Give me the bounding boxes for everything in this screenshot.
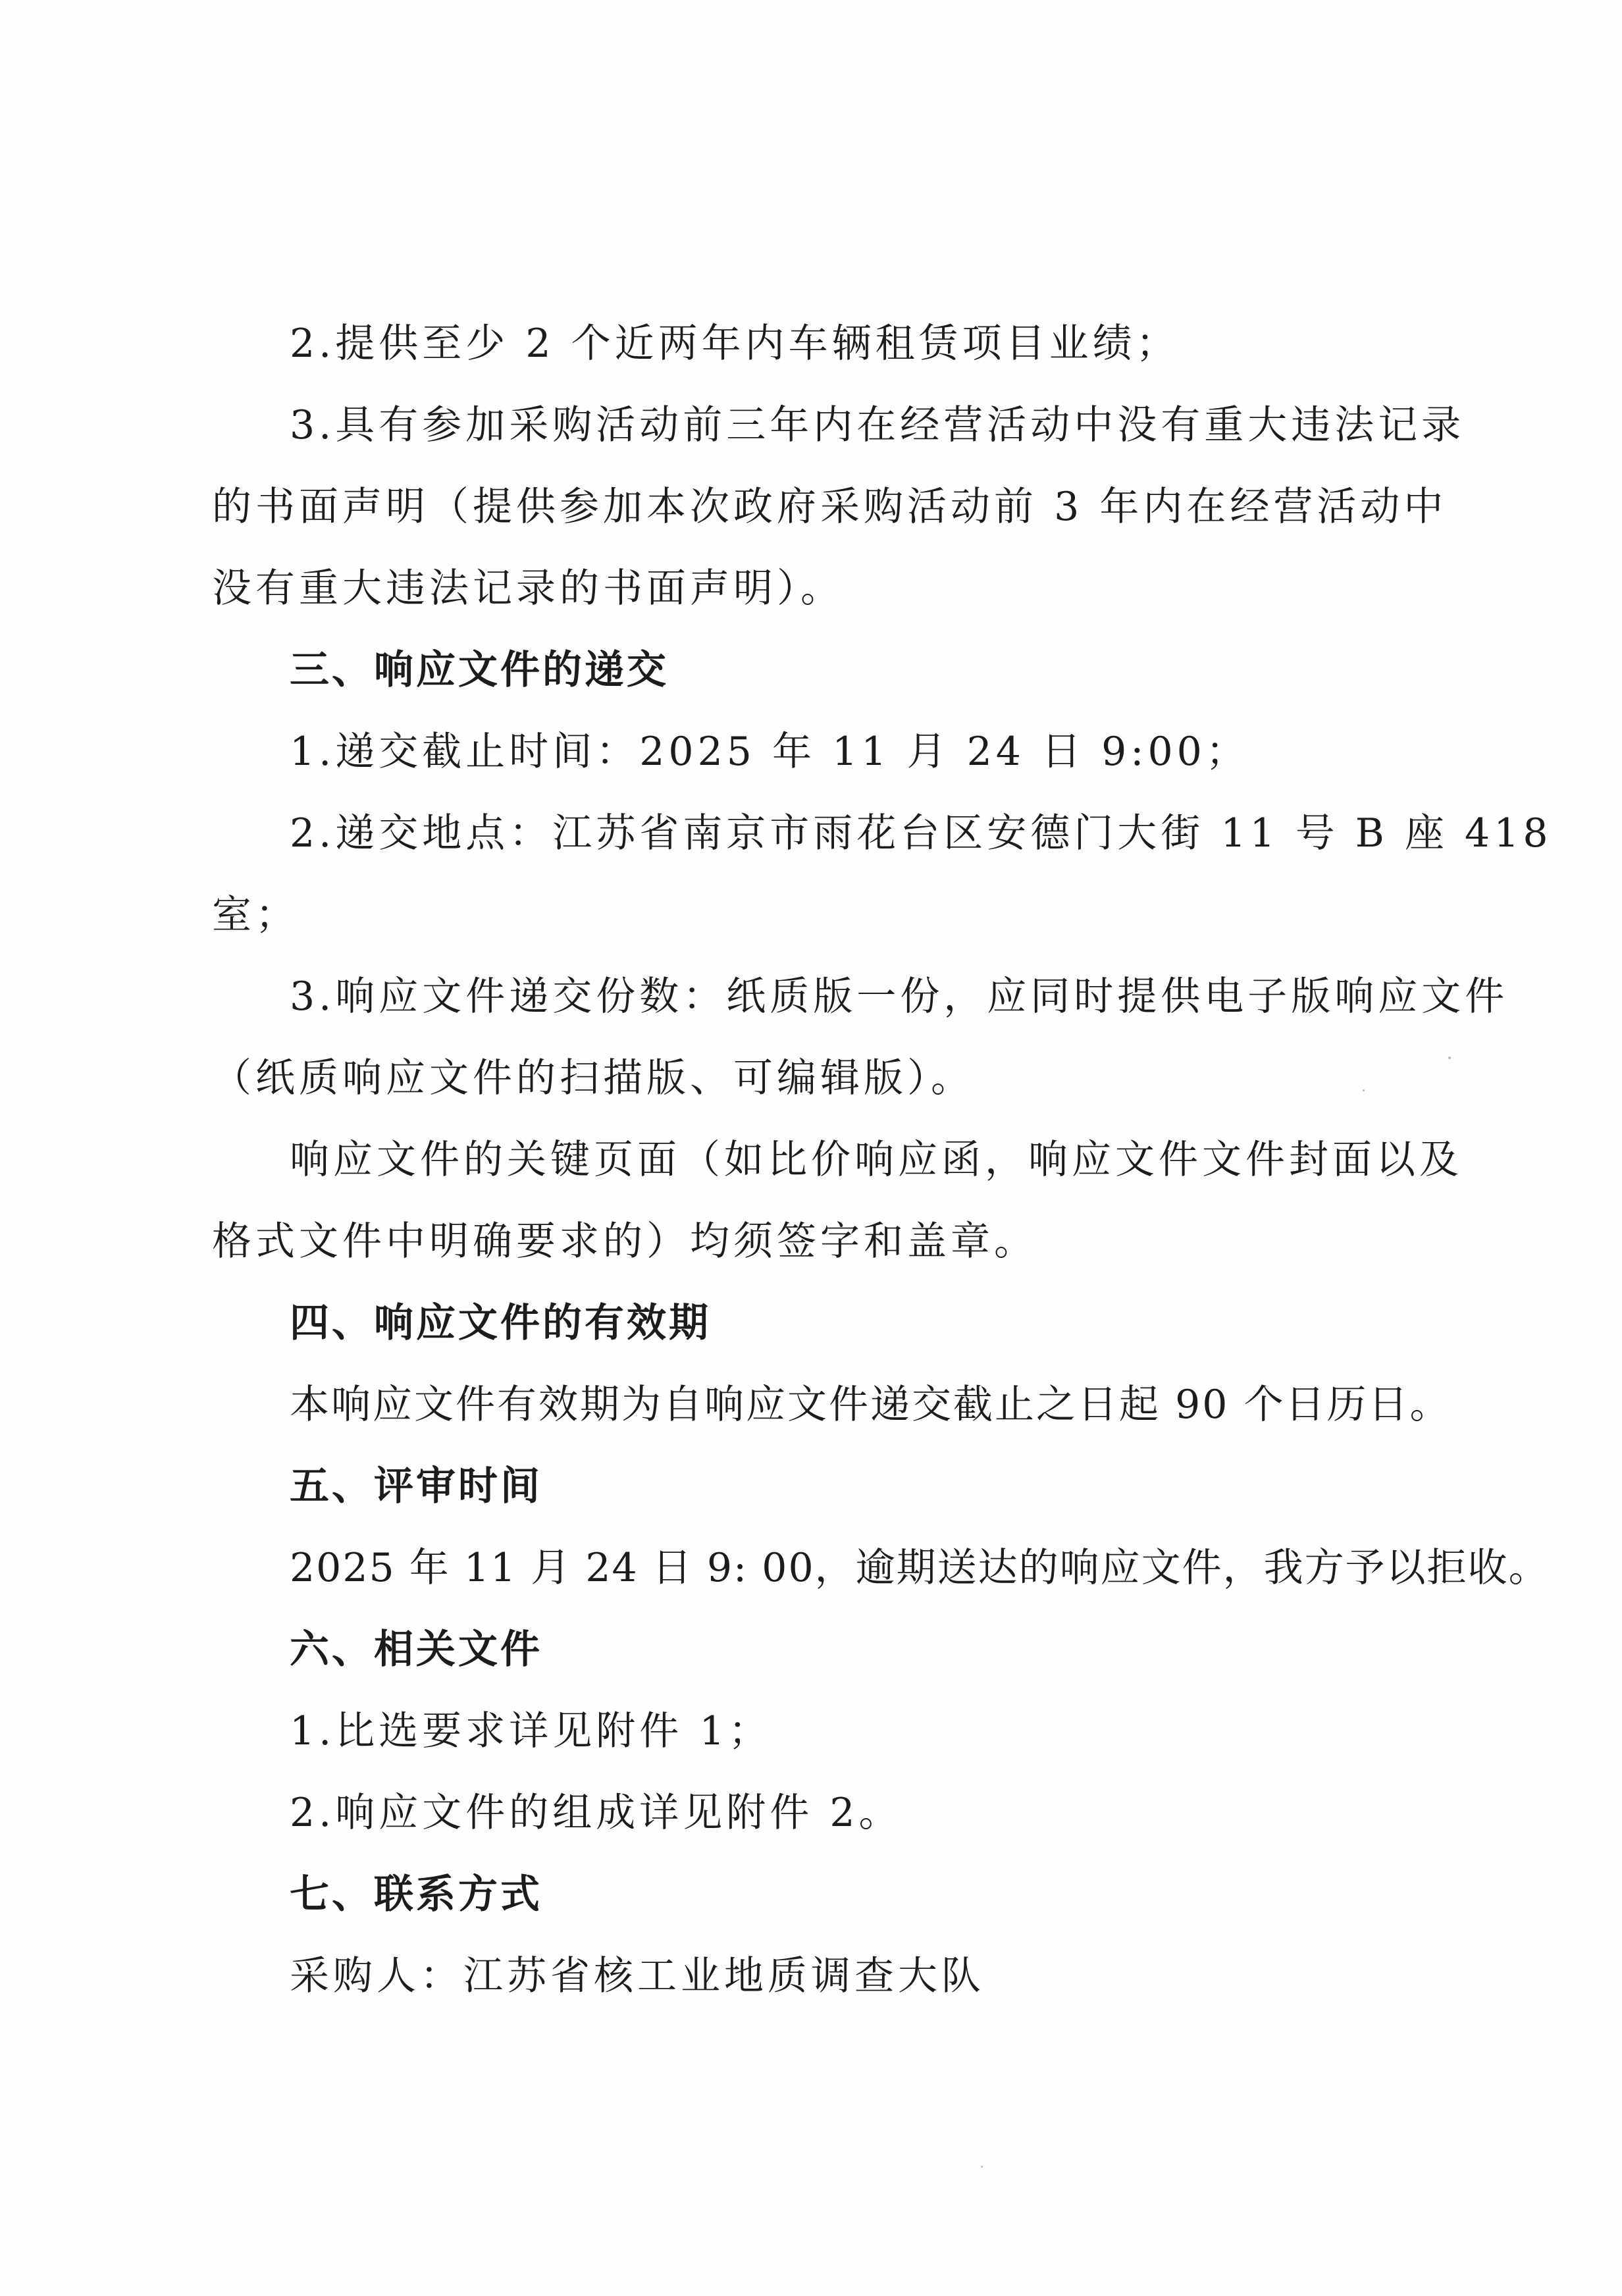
section-heading-related-documents: 六、相关文件 bbox=[290, 1627, 542, 1673]
requirement-item-3-line-3: 没有重大违法记录的书面声明）。 bbox=[212, 565, 844, 612]
section-heading-contact: 七、联系方式 bbox=[290, 1871, 542, 1918]
purchaser-name: 采购人：江苏省核工业地质调查大队 bbox=[290, 1953, 985, 1999]
scan-speck bbox=[1363, 1089, 1365, 1091]
submission-location-line-1: 2.递交地点：江苏省南京市雨花台区安德门大街 11 号 B 座 418 bbox=[290, 810, 1552, 856]
review-time-text: 2025 年 11 月 24 日 9: 00，逾期送达的响应文件，我方予以拒收。 bbox=[290, 1545, 1550, 1591]
submission-deadline: 1.递交截止时间：2025 年 11 月 24 日 9:00； bbox=[290, 729, 1249, 775]
section-heading-validity: 四、响应文件的有效期 bbox=[290, 1300, 711, 1346]
submission-copies-line-1: 3.响应文件递交份数：纸质版一份，应同时提供电子版响应文件 bbox=[290, 974, 1509, 1020]
requirement-item-3-line-2: 的书面声明（提供参加本次政府采购活动前 3 年内在经营活动中 bbox=[212, 484, 1448, 530]
scan-speck bbox=[981, 2166, 983, 2168]
scan-speck bbox=[1448, 1057, 1451, 1059]
requirement-item-2: 2.提供至少 2 个近两年内车辆租赁项目业绩； bbox=[290, 321, 1180, 367]
requirement-item-3-line-1: 3.具有参加采购活动前三年内在经营活动中没有重大违法记录 bbox=[290, 402, 1465, 448]
validity-text: 本响应文件有效期为自响应文件递交截止之日起 90 个日历日。 bbox=[290, 1382, 1452, 1428]
submission-copies-line-2: （纸质响应文件的扫描版、可编辑版）。 bbox=[212, 1055, 974, 1101]
submission-location-line-2: 室； bbox=[212, 892, 299, 938]
related-document-item-1: 1.比选要求详见附件 1； bbox=[290, 1708, 772, 1754]
section-heading-review-time: 五、评审时间 bbox=[290, 1463, 542, 1509]
related-document-item-2: 2.响应文件的组成详见附件 2。 bbox=[290, 1790, 903, 1836]
signature-requirement-line-1: 响应文件的关键页面（如比价响应函，响应文件文件封面以及 bbox=[290, 1137, 1463, 1183]
signature-requirement-line-2: 格式文件中明确要求的）均须签字和盖章。 bbox=[212, 1218, 1037, 1265]
section-heading-submission: 三、响应文件的递交 bbox=[290, 647, 669, 693]
